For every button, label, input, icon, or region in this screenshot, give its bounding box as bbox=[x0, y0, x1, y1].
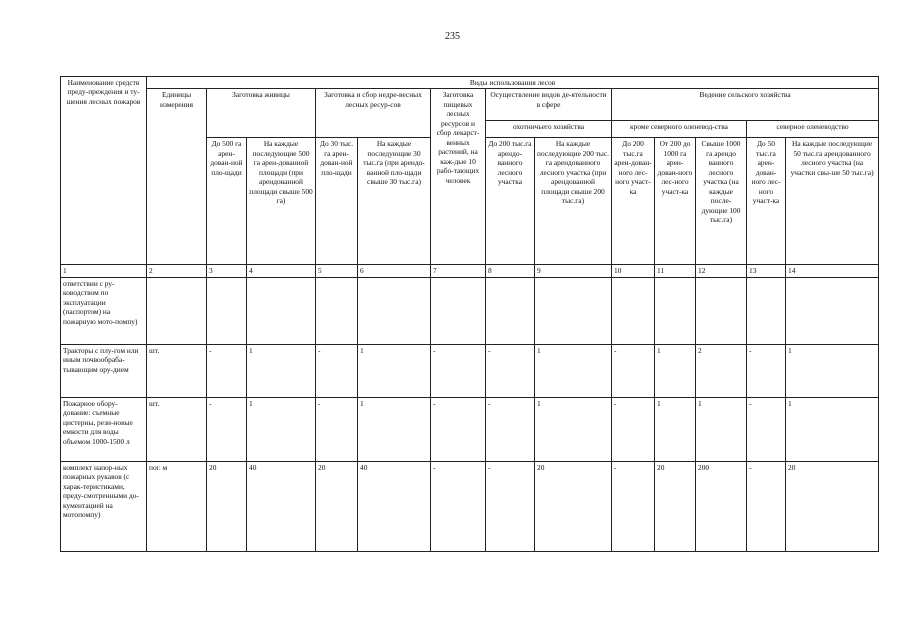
table-cell: 1 bbox=[535, 397, 612, 461]
header-kinds-of-use: Виды использования лесов bbox=[147, 77, 879, 89]
header-resin: Заготовка живицы bbox=[207, 89, 316, 138]
header-hunting-top: Осуществление видов де-ятельности в сфере bbox=[486, 89, 612, 121]
column-number: 6 bbox=[358, 265, 431, 277]
column-number: 1 bbox=[61, 265, 147, 277]
column-number: 3 bbox=[207, 265, 247, 277]
subheader-12: Свыше 1000 га арендо ванного лесного участка (на каждые после-дующие 100 тыс.га) bbox=[696, 138, 747, 265]
header-hunting-bottom: охотничьего хозяйства bbox=[486, 121, 612, 138]
table-cell bbox=[747, 277, 786, 344]
header-agri-non-reindeer: кроме северного оленевод-ства bbox=[612, 121, 747, 138]
table-cell: 20 bbox=[786, 461, 879, 551]
table-cell: - bbox=[747, 344, 786, 397]
table-cell bbox=[431, 277, 486, 344]
table-cell: - bbox=[431, 344, 486, 397]
table-cell: 1 bbox=[358, 397, 431, 461]
subheader-5: До 30 тыс. га арен-дован-ной пло-щади bbox=[316, 138, 358, 265]
table-cell: 40 bbox=[247, 461, 316, 551]
subheader-14: На каждые последующие 50 тыс.га арендованного лесного участка (на участки свы-ше 50 тыс.га) bbox=[786, 138, 879, 265]
column-number: 9 bbox=[535, 265, 612, 277]
subheader-6: На каждые последующие 30 тыс.га (при арендо-ванной пло-щади свыше 30 тыс.га) bbox=[358, 138, 431, 265]
column-number: 2 bbox=[147, 265, 207, 277]
table-cell: - bbox=[486, 397, 535, 461]
table-cell bbox=[696, 277, 747, 344]
table-cell bbox=[316, 277, 358, 344]
table-cell: 1 bbox=[786, 397, 879, 461]
table-cell bbox=[207, 277, 247, 344]
column-number: 4 bbox=[247, 265, 316, 277]
table-cell: 20 bbox=[655, 461, 696, 551]
table-cell: - bbox=[612, 344, 655, 397]
header-units: Единицы измерения bbox=[147, 89, 207, 265]
subheader-10: До 200 тыс.га арен-дован-ного лес-ного участ-ка bbox=[612, 138, 655, 265]
column-number: 10 bbox=[612, 265, 655, 277]
table-cell: - bbox=[207, 344, 247, 397]
table-row bbox=[61, 461, 879, 551]
header-food: Заготовка пищевых лесных ресурсов и сбор лекарст-венных растений, на каж-дые 10 рабо-тающих человек bbox=[431, 89, 486, 265]
header-agri-reindeer: северное оленеводство bbox=[747, 121, 879, 138]
table-cell: 1 bbox=[358, 344, 431, 397]
table-cell: 2 bbox=[696, 344, 747, 397]
table-cell bbox=[247, 277, 316, 344]
table-cell: 1 bbox=[696, 397, 747, 461]
table-cell bbox=[358, 277, 431, 344]
table-cell: - bbox=[612, 461, 655, 551]
forest-use-table bbox=[60, 76, 879, 552]
table-row bbox=[61, 277, 879, 344]
column-number: 13 bbox=[747, 265, 786, 277]
table-row bbox=[61, 397, 879, 461]
table-cell: 20 bbox=[316, 461, 358, 551]
page-number: 235 bbox=[445, 31, 460, 42]
column-number: 8 bbox=[486, 265, 535, 277]
table-cell: - bbox=[431, 461, 486, 551]
table-cell: 20 bbox=[535, 461, 612, 551]
table-cell: 40 bbox=[358, 461, 431, 551]
table-cell: 1 bbox=[655, 344, 696, 397]
table-cell: 1 bbox=[535, 344, 612, 397]
column-number: 12 bbox=[696, 265, 747, 277]
table-cell: - bbox=[207, 397, 247, 461]
row-name: ответствии с ру-ководством по эксплуатации (паспортом) на пожарную мото-помпу) bbox=[61, 277, 147, 344]
subheader-9: На каждые последующие 200 тыс. га арендованного лесного участка (при арендованной площади свыше 200 тыс.га) bbox=[535, 138, 612, 265]
column-number: 11 bbox=[655, 265, 696, 277]
table-cell: - bbox=[747, 461, 786, 551]
table-cell: - bbox=[747, 397, 786, 461]
table-cell bbox=[786, 277, 879, 344]
subheader-8: До 200 тыс.га арендо-ванного лесного участка bbox=[486, 138, 535, 265]
subheader-11: От 200 до 1000 га арен-дован-ного лес-ного участ-ка bbox=[655, 138, 696, 265]
column-number: 7 bbox=[431, 265, 486, 277]
header-non-timber: Заготовка и сбор недре-весных лесных ресур-сов bbox=[316, 89, 431, 138]
subheader-3: До 500 га арен-дован-ной пло-щади bbox=[207, 138, 247, 265]
table-cell: - bbox=[486, 344, 535, 397]
header-agri: Ведение сельского хозяйства bbox=[612, 89, 879, 121]
table-cell: - bbox=[316, 397, 358, 461]
subheader-13: До 50 тыс.га арен-дован-ного лес-ного участ-ка bbox=[747, 138, 786, 265]
table-cell: - bbox=[612, 397, 655, 461]
column-number: 5 bbox=[316, 265, 358, 277]
table-cell: - bbox=[486, 461, 535, 551]
table-cell bbox=[486, 277, 535, 344]
table-cell: пог. м bbox=[147, 461, 207, 551]
table-cell: 1 bbox=[247, 397, 316, 461]
table-cell: шт. bbox=[147, 344, 207, 397]
subheader-4: На каждые последующие 500 га арен-дованной площади (при арендованной площади свыше 500 га) bbox=[247, 138, 316, 265]
table-cell: 200 bbox=[696, 461, 747, 551]
row-name: Пожарное обору-дование: съемные цистерны, рези-новые емкости для воды объемом 1000-1500 л bbox=[61, 397, 147, 461]
table-cell: 1 bbox=[786, 344, 879, 397]
table-cell: 1 bbox=[655, 397, 696, 461]
table-cell: - bbox=[316, 344, 358, 397]
table-cell: 20 bbox=[207, 461, 247, 551]
table-cell: - bbox=[431, 397, 486, 461]
table-cell bbox=[612, 277, 655, 344]
column-number: 14 bbox=[786, 265, 879, 277]
row-name: комплект напор-ных пожарных рукавов (с харак-теристиками, преду-смотренными до-кументацией на мотопомпу) bbox=[61, 461, 147, 551]
row-name: Тракторы с плу-гом или иным почвообраба-тывающим ору-дием bbox=[61, 344, 147, 397]
table-row bbox=[61, 344, 879, 397]
header-name: Наименование средств преду-преждения и ту-шения лесных пожаров bbox=[61, 77, 147, 265]
table-cell bbox=[535, 277, 612, 344]
table-cell bbox=[655, 277, 696, 344]
table-cell: шт. bbox=[147, 397, 207, 461]
column-number-row bbox=[61, 265, 879, 277]
table-cell: 1 bbox=[247, 344, 316, 397]
table-cell bbox=[147, 277, 207, 344]
